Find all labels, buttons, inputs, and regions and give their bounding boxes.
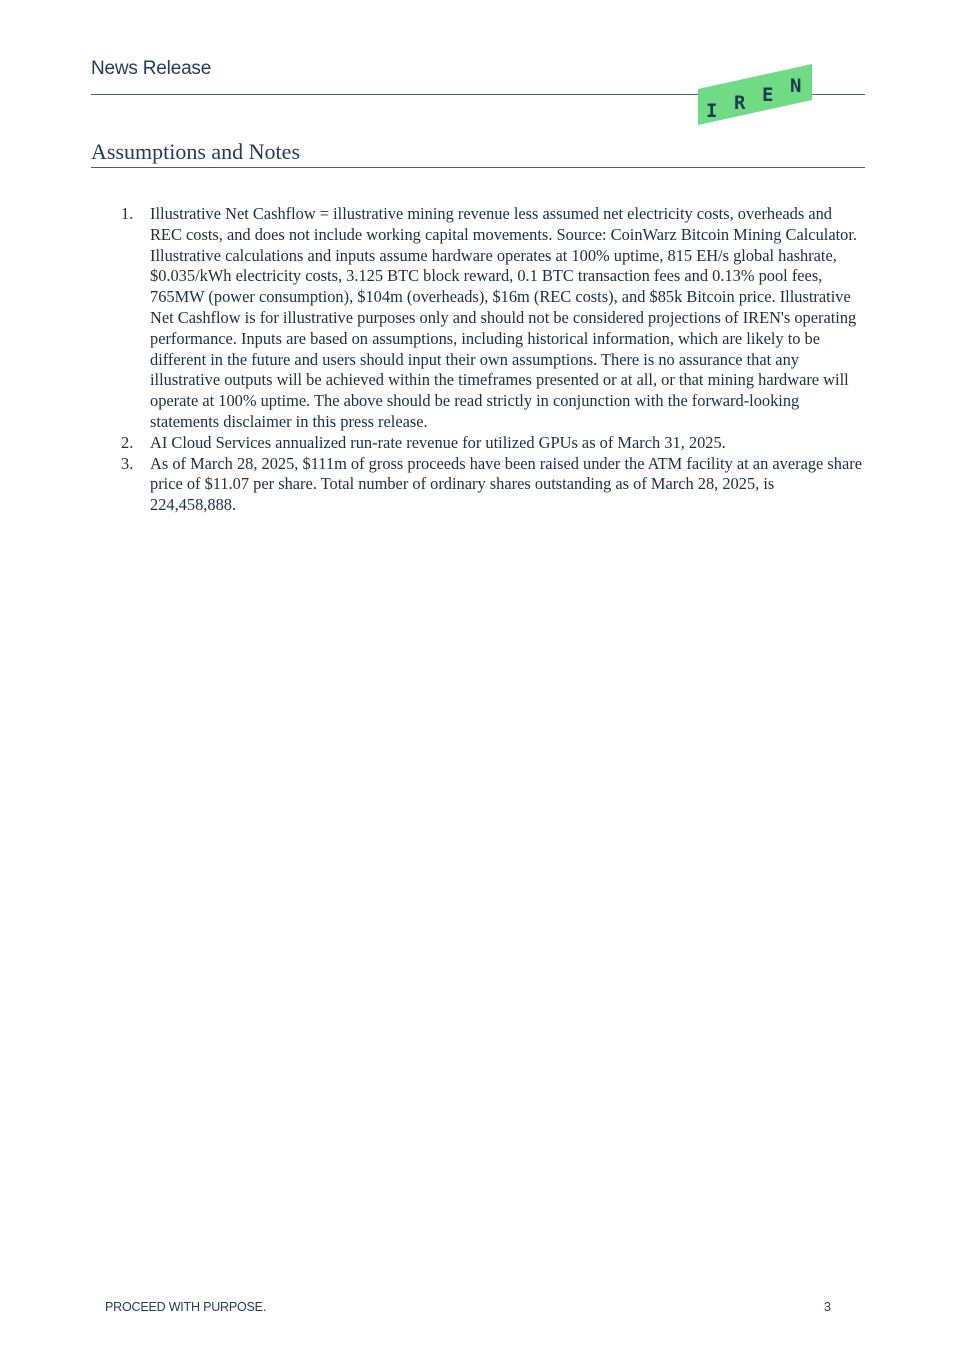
logo-letter-r: R xyxy=(734,92,746,114)
note-text: AI Cloud Services annualized run-rate revenue for utilized GPUs as of March 31, 2025. xyxy=(150,432,726,452)
logo-letter-n: N xyxy=(790,75,802,97)
note-number: 2. xyxy=(121,432,134,452)
header-title: News Release xyxy=(91,58,212,79)
note-text: As of March 28, 2025, $111m of gross proceeds have been raised under the ATM facility at an average share price of $11.07 per share. Total number of ordinary shares outstanding as of March 28, 2025, is 224,458,888. xyxy=(150,453,862,515)
note-item xyxy=(113,204,863,433)
note-number: 1. xyxy=(121,204,134,223)
note-item xyxy=(113,454,863,516)
section-title: Assumptions and Notes xyxy=(91,139,300,164)
logo-letter-e: E xyxy=(762,84,774,106)
section-divider xyxy=(91,167,865,168)
notes-list xyxy=(113,204,863,516)
note-number: 3. xyxy=(121,453,134,473)
page-number: 3 xyxy=(824,1300,831,1314)
note-item xyxy=(113,433,863,454)
iren-logo xyxy=(696,62,816,126)
note-text: Illustrative Net Cashflow = illustrative mining revenue less assumed net electricity costs, overheads and REC costs, and does not include working capital movements. Source: CoinWarz Bitcoin Mining Calculator. Illustrative calculations and inputs assume hardware operates at 100% uptime, 815 EH/s global hashrate, $0.035/kWh electricity costs, 3.125 BTC block reward, 0.1 BTC transaction fees and 0.13% pool fees, 765MW (power consumption), $104m (overheads), $16m (REC costs), and $85k Bitcoin price. Illustrative Net Cashflow is for illustrative purposes only and should not be considered projections of IREN's operating performance. Inputs are based on assumptions, including historical information, which are likely to be different in the future and users should input their own assumptions. There is no assurance that any illustrative outputs will be achieved within the timeframes presented or at all, or that mining hardware will operate at 100% uptime. The above should be read strictly in conjunction with the forward-looking statements disclaimer in this press release. xyxy=(150,204,857,431)
logo-letter-i: I xyxy=(706,100,718,122)
footer-tagline: PROCEED WITH PURPOSE. xyxy=(105,1300,267,1314)
